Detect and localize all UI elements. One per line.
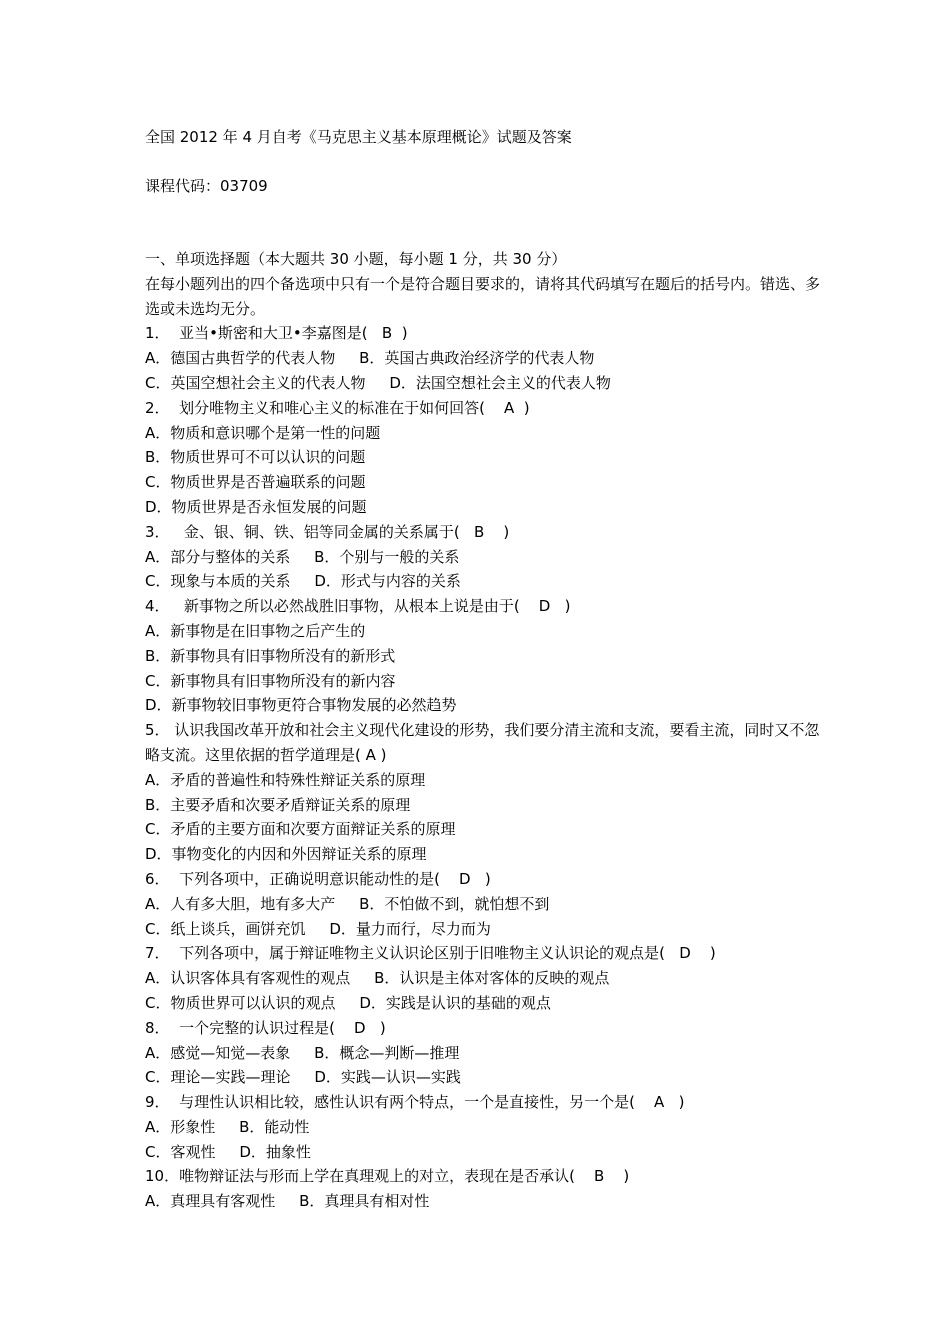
option-line: A．物质和意识哪个是第一性的问题 [145,423,381,442]
option-line: A．部分与整体的关系 B．个别与一般的关系 [145,547,460,566]
option-line: D．新事物较旧事物更符合事物发展的必然趋势 [145,696,457,715]
option-line: C．矛盾的主要方面和次要方面辩证关系的原理 [145,820,456,839]
option-line: D．物质世界是否永恒发展的问题 [145,497,367,516]
option-line: C．现象与本质的关系 D．形式与内容的关系 [145,572,461,591]
option-line: C．物质世界是否普遍联系的问题 [145,473,366,492]
option-line: B．新事物具有旧事物所没有的新形式 [145,646,396,665]
option-line: A．人有多大胆，地有多大产 B．不怕做不到，就怕想不到 [145,894,550,913]
option-line: A．德国古典哲学的代表人物 B．英国古典政治经济学的代表人物 [145,349,595,368]
question-stem: 9． 与理性认识相比较，感性认识有两个特点，一个是直接性，另一个是( A ) [145,1093,685,1112]
option-line: A．形象性 B．能动性 [145,1117,310,1136]
option-line: B．主要矛盾和次要矛盾辩证关系的原理 [145,795,411,814]
option-line: A．感觉—知觉—表象 B．概念—判断—推理 [145,1043,460,1062]
option-line: A．真理具有客观性 B．真理具有相对性 [145,1192,430,1211]
question-stem: 5． 认识我国改革开放和社会主义现代化建设的形势，我们要分清主流和支流，要看主流，同时又不忽略支流。这里依据的哲学道理是( A ) [145,721,820,764]
question-stem: 1． 亚当•斯密和大卫•李嘉图是( B ) [145,324,408,343]
course-code: 课程代码：03709 [145,177,268,195]
question-stem: 2． 划分唯物主义和唯心主义的标准在于如何回答( A ) [145,398,530,417]
option-line: C．英国空想社会主义的代表人物 D．法国空想社会主义的代表人物 [145,373,611,392]
option-line: C．理论—实践—理论 D．实践—认识—实践 [145,1068,461,1087]
section-heading: 一、单项选择题（本大题共 30 小题，每小题 1 分，共 30 分） [145,250,567,268]
question-stem: 7． 下列各项中，属于辩证唯物主义认识论区别于旧唯物主义认识论的观点是( D ) [145,944,716,963]
option-line: C．纸上谈兵，画饼充饥 D．量力而行，尽力而为 [145,919,491,938]
option-line: A．矛盾的普遍性和特殊性辩证关系的原理 [145,770,426,789]
option-line: C．物质世界可以认识的观点 D．实践是认识的基础的观点 [145,993,551,1012]
option-line: C．新事物具有旧事物所没有的新内容 [145,671,396,690]
option-line: C．客观性 D．抽象性 [145,1142,311,1161]
section-instruction: 在每小题列出的四个备选项中只有一个是符合题目要求的，请将其代码填写在题后的括号内。错选、多选或未选均无分。 [145,274,821,318]
option-line: A．认识客体具有客观性的观点 B．认识是主体对客体的反映的观点 [145,969,610,988]
question-stem: 4． 新事物之所以必然战胜旧事物，从根本上说是由于( D ) [145,597,571,616]
document-title: 全国 2012 年 4 月自考《马克思主义基本原理概论》试题及答案 [145,128,572,146]
option-line: D．事物变化的内因和外因辩证关系的原理 [145,845,427,864]
option-line: B．物质世界可不可以认识的问题 [145,448,366,467]
question-stem: 3． 金、银、铜、铁、铝等同金属的关系属于( B ) [145,522,510,541]
question-stem: 6． 下列各项中，正确说明意识能动性的是( D ) [145,869,491,888]
document-body [145,125,825,1214]
question-stem: 10．唯物辩证法与形而上学在真理观上的对立，表现在是否承认( B ) [145,1167,630,1186]
option-line: A．新事物是在旧事物之后产生的 [145,621,366,640]
question-stem: 8． 一个完整的认识过程是( D ) [145,1018,386,1037]
